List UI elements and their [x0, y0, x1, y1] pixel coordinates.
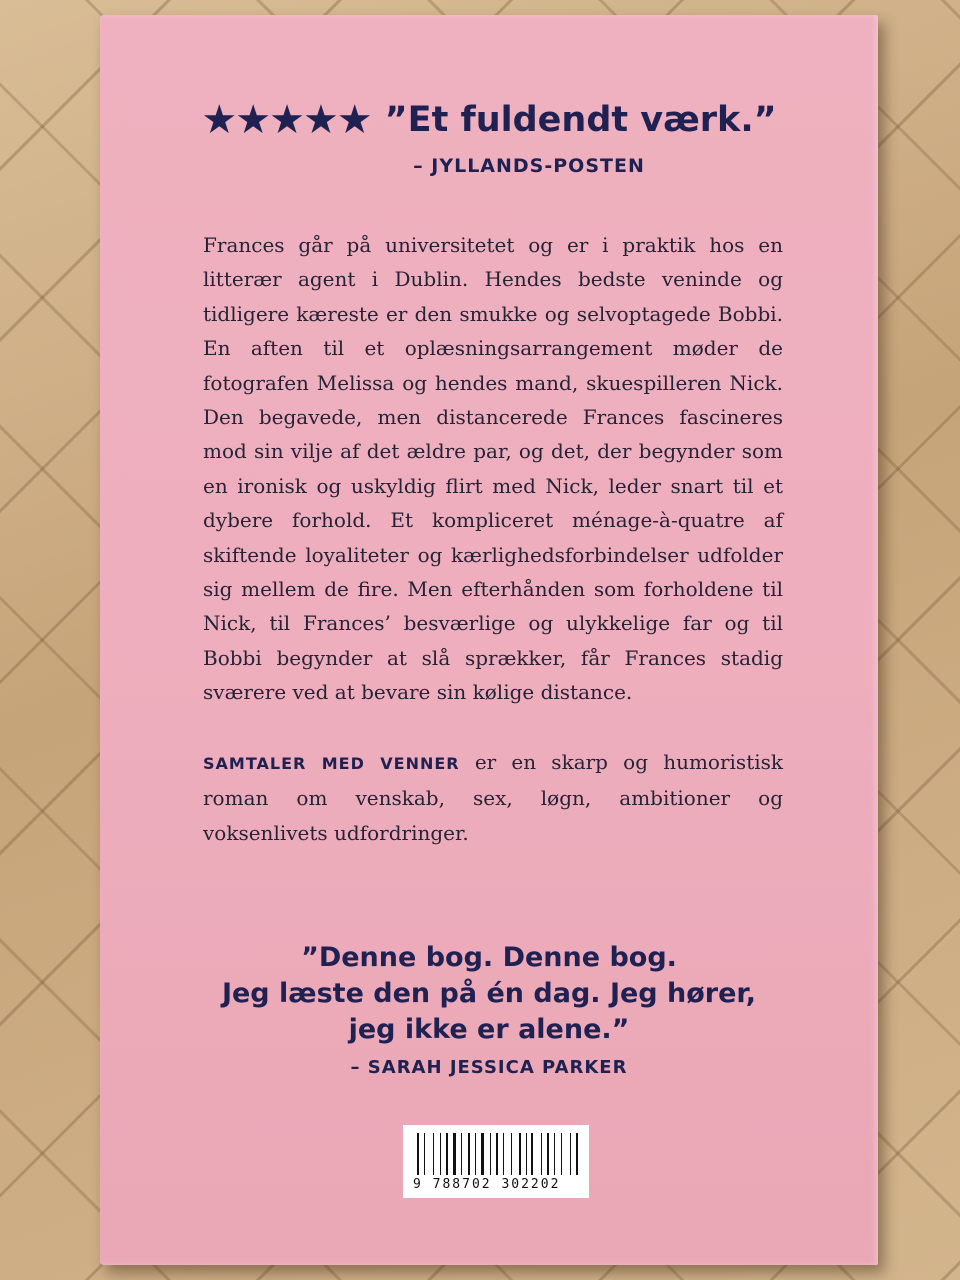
barcode-stripe	[446, 1133, 448, 1175]
book-back-cover	[100, 15, 878, 1265]
top-review	[100, 97, 878, 143]
barcode-stripe	[417, 1133, 419, 1175]
barcode-number: 9 788702 302202	[413, 1177, 561, 1192]
barcode-stripe	[519, 1133, 521, 1175]
barcode-stripe	[554, 1133, 555, 1175]
barcode-stripe	[526, 1133, 527, 1175]
barcode-stripe	[475, 1133, 476, 1175]
top-review-quote: ”Et fuldendt værk.”	[384, 100, 777, 140]
bottom-review-source: – SARAH JESSICA PARKER	[350, 1057, 628, 1078]
five-star-rating-icon: ★★★★★	[201, 97, 371, 143]
book-title-inline: SAMTALER MED VENNER	[203, 753, 460, 773]
barcode-stripe	[496, 1133, 498, 1175]
isbn-barcode	[403, 1125, 589, 1198]
blurb-paragraph-2-text: er en skarp og humoristisk roman om venskab, sex, løgn, ambitioner og voksenlivets udfordringer.	[203, 749, 784, 845]
blurb	[203, 228, 783, 850]
barcode-stripe	[547, 1133, 549, 1175]
blurb-paragraph-1: Frances går på universitetet og er i praktik hos en litterær agent i Dublin. Hendes bedste veninde og tidligere kæreste er den smukke og selvoptagede Bobbi. En aften til et oplæsningsarrangement møder de fotografen Melissa og hendes mand, skuespilleren Nick. Den begavede, men distancerede Frances fascineres mod sin vilje af det ældre par, og det, der begynder som en ironisk og uskyldig flirt med Nick, leder snart til et dybere forhold. Et kompliceret ménage-à-quatre af skiftende loyaliteter og kærlighedsforbindelser udfolder sig mellem de fire. Men efterhånden som forholdene til Nick, til Frances’ besværlige og ulykkelige far og til Bobbi begynder at slå sprækker, får Frances stadig sværere ved at bevare sin kølige distance.	[203, 233, 783, 705]
bottom-review-quote	[100, 940, 878, 1048]
barcode-stripe	[570, 1133, 571, 1175]
bottom-quote-line: jeg ikke er alene.”	[348, 1014, 630, 1045]
barcode-stripe	[541, 1133, 542, 1175]
barcode-stripe	[468, 1133, 470, 1175]
barcode-stripe	[576, 1133, 578, 1175]
barcode-stripe	[481, 1133, 484, 1175]
barcode-stripe	[461, 1133, 462, 1175]
top-review-source: – JYLLANDS-POSTEN	[413, 155, 645, 177]
barcode-stripe	[433, 1133, 434, 1175]
bottom-quote-line: ”Denne bog. Denne bog.	[301, 942, 677, 973]
barcode-icon	[417, 1133, 583, 1175]
blurb-paragraph-2	[203, 745, 783, 850]
barcode-stripe	[511, 1133, 512, 1175]
bottom-quote-line: Jeg læste den på én dag. Jeg hører,	[221, 978, 757, 1009]
barcode-stripe	[490, 1133, 491, 1175]
barcode-stripe	[503, 1133, 504, 1175]
barcode-stripe	[453, 1133, 456, 1175]
barcode-stripe	[531, 1133, 533, 1175]
barcode-stripe	[561, 1133, 562, 1175]
barcode-stripe	[440, 1133, 441, 1175]
barcode-stripe	[424, 1133, 425, 1175]
